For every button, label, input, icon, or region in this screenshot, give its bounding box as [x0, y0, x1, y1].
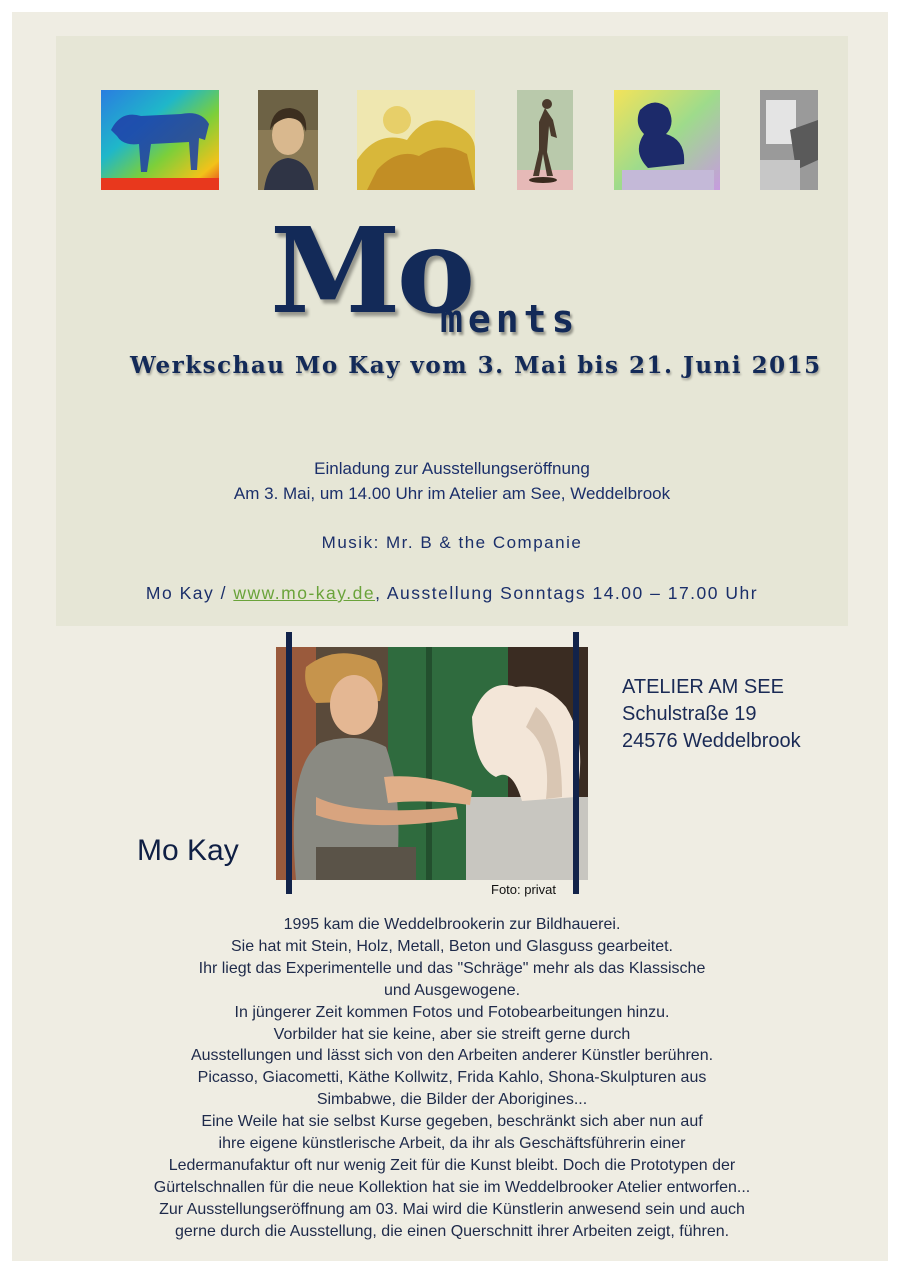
thumbnail-standing-figure: [517, 90, 573, 190]
artist-name: Mo Kay: [137, 834, 239, 867]
bio-line: Picasso, Giacometti, Käthe Kollwitz, Frida Kahlo, Shona-Skulpturen aus: [197, 1069, 707, 1087]
invitation-line-2: Am 3. Mai, um 14.00 Uhr im Atelier am See, Weddelbrook: [233, 484, 671, 503]
bio-line: ihre eigene künstlerische Arbeit, da ihr als Geschäftsführerin einer: [218, 1135, 686, 1153]
exhibition-subtitle: Werkschau Mo Kay vom 3. Mai bis 21. Juni 2015: [130, 352, 822, 379]
contact-prefix: Mo Kay /: [145, 583, 234, 603]
bio-line: und Ausgewogene.: [383, 981, 521, 999]
bio-line: Vorbilder hat sie keine, aber sie streift gerne durch: [273, 1025, 631, 1043]
bio-line: Zur Ausstellungseröffnung am 03. Mai wird die Künstlerin anwesend sein und auch: [159, 1200, 745, 1218]
artist-photo: [276, 647, 588, 880]
photo-credit: Foto: privat: [491, 882, 557, 897]
bio-line: Gürtelschnallen für die neue Kollektion hat sie im Weddelbrooker Atelier entworfen...: [153, 1178, 751, 1196]
photo-frame-bar-right: [573, 632, 579, 894]
title-mo: Mo: [270, 201, 472, 340]
bio-line: Sie hat mit Stein, Holz, Metall, Beton und Glasguss gearbeitet.: [230, 937, 673, 955]
address-line-3: 24576 Weddelbrook: [622, 730, 801, 752]
website-link[interactable]: www.mo-kay.de: [233, 583, 376, 603]
address-line-2: Schulstraße 19: [622, 703, 757, 725]
thumbnail-horse-artwork: [101, 90, 219, 190]
thumbnail-stone-detail: [760, 90, 818, 190]
music-line: Musik: Mr. B & the Companie: [321, 533, 583, 552]
bio-line: Ledermanufaktur oft nur wenig Zeit für die Kunst bleibt. Doch die Prototypen der: [168, 1156, 736, 1174]
artist-biography: [56, 914, 848, 1243]
address-line-1: ATELIER AM SEE: [622, 676, 784, 698]
contact-line: [56, 583, 848, 604]
bio-line: Ihr liegt das Experimentelle und das "Schräge" mehr als das Klassische: [198, 959, 706, 977]
bio-line: 1995 kam die Weddelbrookerin zur Bildhauerei.: [283, 916, 621, 933]
title-ments: ments: [440, 297, 580, 341]
atelier-address: [622, 674, 801, 755]
invitation-line-1: Einladung zur Ausstellungseröffnung: [314, 459, 590, 478]
contact-suffix: , Ausstellung Sonntags 14.00 – 17.00 Uhr: [375, 583, 759, 603]
bio-line: Eine Weile hat sie selbst Kurse gegeben, beschränkt sich aber nun auf: [201, 1113, 703, 1131]
bio-line: gerne durch die Ausstellung, die einen Querschnitt ihrer Arbeiten zeigt, führen.: [174, 1222, 730, 1240]
thumbnail-sculpture-yellow: [357, 90, 475, 190]
thumbnail-sitting-figure: [614, 90, 720, 190]
photo-frame-bar-left: [286, 632, 292, 894]
thumbnail-portrait: [258, 90, 318, 190]
bio-line: Ausstellungen und lässt sich von den Arbeiten anderer Künstler berühren.: [190, 1047, 714, 1065]
bio-line: Simbabwe, die Bilder der Aborigines...: [316, 1091, 588, 1109]
bio-line: In jüngerer Zeit kommen Fotos und Fotobearbeitungen hinzu.: [234, 1003, 670, 1021]
